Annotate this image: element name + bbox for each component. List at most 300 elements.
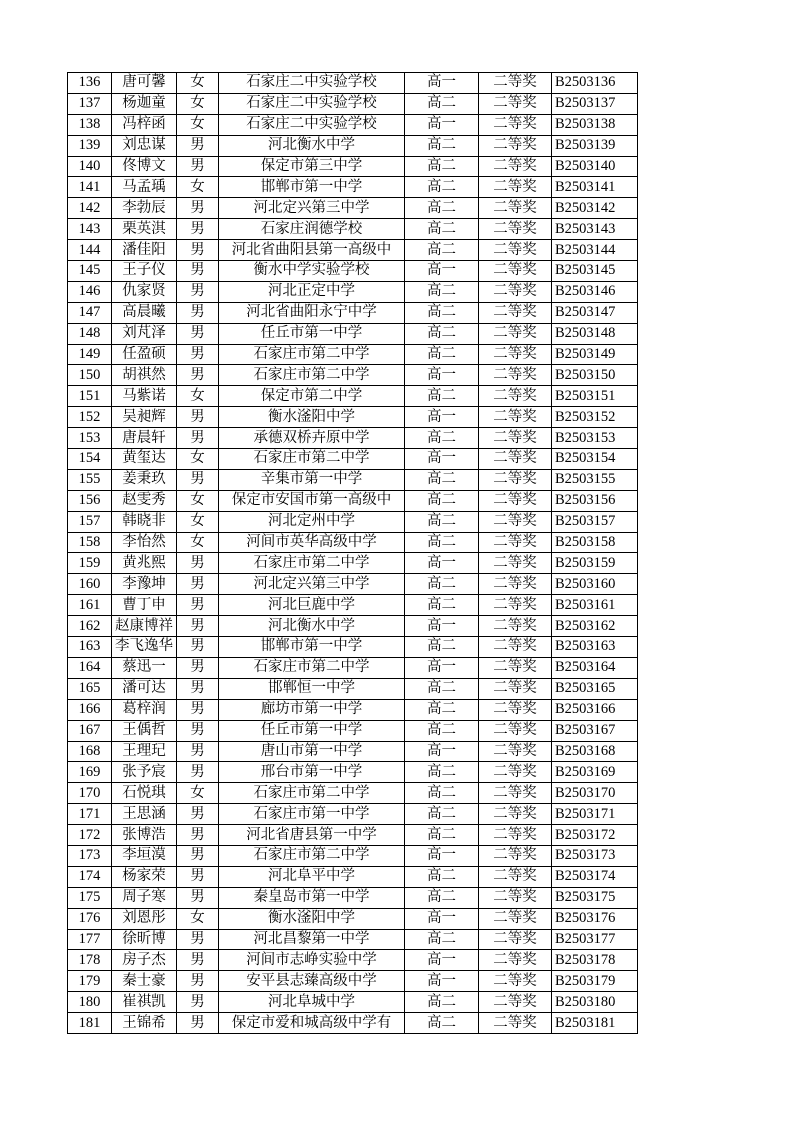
student-name-cell: 徐昕博 xyxy=(112,929,177,950)
table-row xyxy=(68,156,638,177)
table-row xyxy=(68,553,638,574)
table-row xyxy=(68,323,638,344)
certificate-code-cell: B2503179 xyxy=(552,971,638,992)
student-name-cell: 李飞逸华 xyxy=(112,637,177,658)
gender-cell: 男 xyxy=(177,281,219,302)
award-level-cell: 二等奖 xyxy=(479,156,552,177)
gender-cell: 男 xyxy=(177,261,219,282)
certificate-code-cell: B2503138 xyxy=(552,114,638,135)
award-level-cell: 二等奖 xyxy=(479,449,552,470)
table-row xyxy=(68,469,638,490)
student-name-cell: 李勃辰 xyxy=(112,198,177,219)
award-level-cell: 二等奖 xyxy=(479,177,552,198)
table-row xyxy=(68,344,638,365)
award-level-cell: 二等奖 xyxy=(479,845,552,866)
award-level-cell: 二等奖 xyxy=(479,73,552,94)
student-name-cell: 冯梓函 xyxy=(112,114,177,135)
certificate-code-cell: B2503165 xyxy=(552,678,638,699)
row-number-cell: 147 xyxy=(68,302,112,323)
row-number-cell: 143 xyxy=(68,219,112,240)
row-number-cell: 169 xyxy=(68,762,112,783)
award-level-cell: 二等奖 xyxy=(479,386,552,407)
gender-cell: 男 xyxy=(177,553,219,574)
certificate-code-cell: B2503155 xyxy=(552,469,638,490)
student-name-cell: 马孟瑀 xyxy=(112,177,177,198)
certificate-code-cell: B2503141 xyxy=(552,177,638,198)
grade-cell: 高一 xyxy=(405,971,479,992)
award-level-cell: 二等奖 xyxy=(479,135,552,156)
school-cell: 邯郸市第一中学 xyxy=(219,177,405,198)
gender-cell: 男 xyxy=(177,678,219,699)
grade-cell: 高一 xyxy=(405,845,479,866)
school-cell: 保定市第二中学 xyxy=(219,386,405,407)
row-number-cell: 167 xyxy=(68,720,112,741)
grade-cell: 高一 xyxy=(405,657,479,678)
student-name-cell: 李垣漠 xyxy=(112,845,177,866)
grade-cell: 高二 xyxy=(405,678,479,699)
row-number-cell: 180 xyxy=(68,992,112,1013)
student-name-cell: 潘佳阳 xyxy=(112,240,177,261)
certificate-code-cell: B2503170 xyxy=(552,783,638,804)
award-level-cell: 二等奖 xyxy=(479,741,552,762)
gender-cell: 男 xyxy=(177,825,219,846)
grade-cell: 高二 xyxy=(405,699,479,720)
gender-cell: 女 xyxy=(177,114,219,135)
table-row xyxy=(68,386,638,407)
grade-cell: 高一 xyxy=(405,449,479,470)
grade-cell: 高二 xyxy=(405,198,479,219)
student-name-cell: 任盈硕 xyxy=(112,344,177,365)
award-level-cell: 二等奖 xyxy=(479,240,552,261)
table-row xyxy=(68,971,638,992)
grade-cell: 高二 xyxy=(405,992,479,1013)
award-level-cell: 二等奖 xyxy=(479,804,552,825)
school-cell: 河北省曲阳县第一高级中 xyxy=(219,240,405,261)
grade-cell: 高二 xyxy=(405,720,479,741)
gender-cell: 男 xyxy=(177,198,219,219)
grade-cell: 高二 xyxy=(405,219,479,240)
student-name-cell: 胡祺然 xyxy=(112,365,177,386)
student-name-cell: 李怡然 xyxy=(112,532,177,553)
certificate-code-cell: B2503160 xyxy=(552,574,638,595)
school-cell: 辛集市第一中学 xyxy=(219,469,405,490)
student-name-cell: 刘忠谋 xyxy=(112,135,177,156)
grade-cell: 高二 xyxy=(405,281,479,302)
certificate-code-cell: B2503167 xyxy=(552,720,638,741)
student-name-cell: 仇家贤 xyxy=(112,281,177,302)
grade-cell: 高二 xyxy=(405,595,479,616)
award-level-cell: 二等奖 xyxy=(479,114,552,135)
certificate-code-cell: B2503149 xyxy=(552,344,638,365)
row-number-cell: 171 xyxy=(68,804,112,825)
school-cell: 河间市志峥实验中学 xyxy=(219,950,405,971)
award-level-cell: 二等奖 xyxy=(479,281,552,302)
award-level-cell: 二等奖 xyxy=(479,219,552,240)
certificate-code-cell: B2503142 xyxy=(552,198,638,219)
certificate-code-cell: B2503174 xyxy=(552,866,638,887)
student-name-cell: 石悦琪 xyxy=(112,783,177,804)
grade-cell: 高一 xyxy=(405,114,479,135)
certificate-code-cell: B2503153 xyxy=(552,428,638,449)
grade-cell: 高二 xyxy=(405,93,479,114)
gender-cell: 男 xyxy=(177,699,219,720)
certificate-code-cell: B2503166 xyxy=(552,699,638,720)
grade-cell: 高一 xyxy=(405,908,479,929)
student-name-cell: 王偊哲 xyxy=(112,720,177,741)
award-level-cell: 二等奖 xyxy=(479,678,552,699)
table-row xyxy=(68,449,638,470)
grade-cell: 高二 xyxy=(405,1013,479,1034)
gender-cell: 女 xyxy=(177,532,219,553)
table-row xyxy=(68,240,638,261)
certificate-code-cell: B2503180 xyxy=(552,992,638,1013)
grade-cell: 高一 xyxy=(405,616,479,637)
row-number-cell: 175 xyxy=(68,887,112,908)
table-row xyxy=(68,699,638,720)
gender-cell: 女 xyxy=(177,908,219,929)
table-row xyxy=(68,908,638,929)
table-row xyxy=(68,302,638,323)
student-name-cell: 高晨曦 xyxy=(112,302,177,323)
certificate-code-cell: B2503147 xyxy=(552,302,638,323)
student-name-cell: 杨家荣 xyxy=(112,866,177,887)
student-name-cell: 李豫坤 xyxy=(112,574,177,595)
row-number-cell: 173 xyxy=(68,845,112,866)
certificate-code-cell: B2503178 xyxy=(552,950,638,971)
row-number-cell: 153 xyxy=(68,428,112,449)
certificate-code-cell: B2503152 xyxy=(552,407,638,428)
school-cell: 石家庄市第二中学 xyxy=(219,449,405,470)
gender-cell: 男 xyxy=(177,595,219,616)
school-cell: 石家庄润德学校 xyxy=(219,219,405,240)
table-row xyxy=(68,929,638,950)
row-number-cell: 154 xyxy=(68,449,112,470)
row-number-cell: 161 xyxy=(68,595,112,616)
school-cell: 石家庄市第一中学 xyxy=(219,804,405,825)
table-body xyxy=(68,73,638,1034)
school-cell: 石家庄市第二中学 xyxy=(219,783,405,804)
student-name-cell: 张予宸 xyxy=(112,762,177,783)
row-number-cell: 139 xyxy=(68,135,112,156)
row-number-cell: 142 xyxy=(68,198,112,219)
school-cell: 秦皇岛市第一中学 xyxy=(219,887,405,908)
table-row xyxy=(68,804,638,825)
gender-cell: 男 xyxy=(177,929,219,950)
table-row xyxy=(68,219,638,240)
student-name-cell: 房子杰 xyxy=(112,950,177,971)
certificate-code-cell: B2503136 xyxy=(552,73,638,94)
school-cell: 河北巨鹿中学 xyxy=(219,595,405,616)
certificate-code-cell: B2503156 xyxy=(552,490,638,511)
row-number-cell: 168 xyxy=(68,741,112,762)
school-cell: 衡水中学实验学校 xyxy=(219,261,405,282)
table-row xyxy=(68,616,638,637)
award-level-cell: 二等奖 xyxy=(479,699,552,720)
row-number-cell: 164 xyxy=(68,657,112,678)
gender-cell: 男 xyxy=(177,741,219,762)
award-level-cell: 二等奖 xyxy=(479,595,552,616)
certificate-code-cell: B2503162 xyxy=(552,616,638,637)
student-name-cell: 曹丁申 xyxy=(112,595,177,616)
gender-cell: 男 xyxy=(177,992,219,1013)
award-level-cell: 二等奖 xyxy=(479,908,552,929)
student-name-cell: 张博浩 xyxy=(112,825,177,846)
table-row xyxy=(68,511,638,532)
student-name-cell: 赵雯秀 xyxy=(112,490,177,511)
certificate-code-cell: B2503151 xyxy=(552,386,638,407)
school-cell: 河北衡水中学 xyxy=(219,616,405,637)
school-cell: 任丘市第一中学 xyxy=(219,720,405,741)
grade-cell: 高二 xyxy=(405,490,479,511)
table-row xyxy=(68,762,638,783)
grade-cell: 高二 xyxy=(405,762,479,783)
award-level-cell: 二等奖 xyxy=(479,720,552,741)
row-number-cell: 149 xyxy=(68,344,112,365)
school-cell: 保定市爱和城高级中学有 xyxy=(219,1013,405,1034)
school-cell: 石家庄二中实验学校 xyxy=(219,93,405,114)
certificate-code-cell: B2503159 xyxy=(552,553,638,574)
gender-cell: 男 xyxy=(177,219,219,240)
gender-cell: 男 xyxy=(177,574,219,595)
gender-cell: 女 xyxy=(177,177,219,198)
table-row xyxy=(68,678,638,699)
gender-cell: 男 xyxy=(177,616,219,637)
certificate-code-cell: B2503140 xyxy=(552,156,638,177)
gender-cell: 男 xyxy=(177,428,219,449)
gender-cell: 男 xyxy=(177,762,219,783)
row-number-cell: 156 xyxy=(68,490,112,511)
award-level-cell: 二等奖 xyxy=(479,574,552,595)
certificate-code-cell: B2503173 xyxy=(552,845,638,866)
school-cell: 邯郸恒一中学 xyxy=(219,678,405,699)
grade-cell: 高二 xyxy=(405,302,479,323)
gender-cell: 男 xyxy=(177,323,219,344)
certificate-code-cell: B2503181 xyxy=(552,1013,638,1034)
table-row xyxy=(68,741,638,762)
table-row xyxy=(68,845,638,866)
award-level-cell: 二等奖 xyxy=(479,344,552,365)
row-number-cell: 165 xyxy=(68,678,112,699)
school-cell: 保定市第三中学 xyxy=(219,156,405,177)
student-name-cell: 刘芃泽 xyxy=(112,323,177,344)
student-name-cell: 唐晨轩 xyxy=(112,428,177,449)
school-cell: 唐山市第一中学 xyxy=(219,741,405,762)
certificate-code-cell: B2503161 xyxy=(552,595,638,616)
school-cell: 河北衡水中学 xyxy=(219,135,405,156)
gender-cell: 男 xyxy=(177,240,219,261)
row-number-cell: 144 xyxy=(68,240,112,261)
grade-cell: 高二 xyxy=(405,511,479,532)
certificate-code-cell: B2503154 xyxy=(552,449,638,470)
school-cell: 河间市英华高级中学 xyxy=(219,532,405,553)
school-cell: 衡水滏阳中学 xyxy=(219,407,405,428)
table-row xyxy=(68,135,638,156)
student-name-cell: 葛梓润 xyxy=(112,699,177,720)
gender-cell: 男 xyxy=(177,950,219,971)
student-name-cell: 黄玺达 xyxy=(112,449,177,470)
grade-cell: 高二 xyxy=(405,783,479,804)
student-name-cell: 杨迦童 xyxy=(112,93,177,114)
student-name-cell: 王子仪 xyxy=(112,261,177,282)
grade-cell: 高一 xyxy=(405,73,479,94)
gender-cell: 男 xyxy=(177,344,219,365)
table-row xyxy=(68,532,638,553)
certificate-code-cell: B2503169 xyxy=(552,762,638,783)
table-row xyxy=(68,93,638,114)
school-cell: 承德双桥卉原中学 xyxy=(219,428,405,449)
gender-cell: 男 xyxy=(177,845,219,866)
row-number-cell: 179 xyxy=(68,971,112,992)
school-cell: 河北定兴第三中学 xyxy=(219,198,405,219)
certificate-code-cell: B2503144 xyxy=(552,240,638,261)
certificate-code-cell: B2503143 xyxy=(552,219,638,240)
gender-cell: 男 xyxy=(177,407,219,428)
gender-cell: 男 xyxy=(177,365,219,386)
table-row xyxy=(68,114,638,135)
grade-cell: 高二 xyxy=(405,240,479,261)
certificate-code-cell: B2503175 xyxy=(552,887,638,908)
award-level-cell: 二等奖 xyxy=(479,929,552,950)
gender-cell: 女 xyxy=(177,783,219,804)
award-level-cell: 二等奖 xyxy=(479,511,552,532)
award-level-cell: 二等奖 xyxy=(479,428,552,449)
award-level-cell: 二等奖 xyxy=(479,783,552,804)
grade-cell: 高二 xyxy=(405,929,479,950)
certificate-code-cell: B2503163 xyxy=(552,637,638,658)
school-cell: 河北省曲阳永宁中学 xyxy=(219,302,405,323)
student-name-cell: 马紫诺 xyxy=(112,386,177,407)
row-number-cell: 146 xyxy=(68,281,112,302)
certificate-code-cell: B2503148 xyxy=(552,323,638,344)
award-level-cell: 二等奖 xyxy=(479,532,552,553)
gender-cell: 男 xyxy=(177,866,219,887)
gender-cell: 男 xyxy=(177,135,219,156)
school-cell: 邢台市第一中学 xyxy=(219,762,405,783)
gender-cell: 男 xyxy=(177,971,219,992)
award-level-cell: 二等奖 xyxy=(479,887,552,908)
student-name-cell: 黄兆熙 xyxy=(112,553,177,574)
row-number-cell: 163 xyxy=(68,637,112,658)
grade-cell: 高二 xyxy=(405,177,479,198)
grade-cell: 高一 xyxy=(405,407,479,428)
gender-cell: 女 xyxy=(177,449,219,470)
award-level-cell: 二等奖 xyxy=(479,762,552,783)
table-row xyxy=(68,783,638,804)
row-number-cell: 152 xyxy=(68,407,112,428)
row-number-cell: 157 xyxy=(68,511,112,532)
row-number-cell: 178 xyxy=(68,950,112,971)
student-name-cell: 王理玘 xyxy=(112,741,177,762)
award-level-cell: 二等奖 xyxy=(479,657,552,678)
award-level-cell: 二等奖 xyxy=(479,616,552,637)
table-row xyxy=(68,281,638,302)
award-level-cell: 二等奖 xyxy=(479,323,552,344)
student-name-cell: 蔡迅一 xyxy=(112,657,177,678)
table-row xyxy=(68,177,638,198)
student-name-cell: 潘可达 xyxy=(112,678,177,699)
school-cell: 河北阜平中学 xyxy=(219,866,405,887)
certificate-code-cell: B2503176 xyxy=(552,908,638,929)
school-cell: 石家庄二中实验学校 xyxy=(219,114,405,135)
grade-cell: 高一 xyxy=(405,365,479,386)
student-name-cell: 赵康博祥 xyxy=(112,616,177,637)
grade-cell: 高一 xyxy=(405,950,479,971)
school-cell: 河北阜城中学 xyxy=(219,992,405,1013)
award-level-cell: 二等奖 xyxy=(479,950,552,971)
gender-cell: 男 xyxy=(177,657,219,678)
grade-cell: 高二 xyxy=(405,866,479,887)
student-name-cell: 佟博文 xyxy=(112,156,177,177)
grade-cell: 高二 xyxy=(405,532,479,553)
row-number-cell: 148 xyxy=(68,323,112,344)
table-row xyxy=(68,866,638,887)
gender-cell: 男 xyxy=(177,469,219,490)
gender-cell: 男 xyxy=(177,804,219,825)
gender-cell: 女 xyxy=(177,511,219,532)
row-number-cell: 138 xyxy=(68,114,112,135)
row-number-cell: 162 xyxy=(68,616,112,637)
table-row xyxy=(68,1013,638,1034)
award-level-cell: 二等奖 xyxy=(479,825,552,846)
award-level-cell: 二等奖 xyxy=(479,637,552,658)
grade-cell: 高二 xyxy=(405,344,479,365)
grade-cell: 高一 xyxy=(405,553,479,574)
student-name-cell: 栗英淇 xyxy=(112,219,177,240)
award-level-cell: 二等奖 xyxy=(479,971,552,992)
grade-cell: 高二 xyxy=(405,428,479,449)
table-row xyxy=(68,595,638,616)
table-row xyxy=(68,428,638,449)
award-level-cell: 二等奖 xyxy=(479,198,552,219)
award-level-cell: 二等奖 xyxy=(479,553,552,574)
school-cell: 石家庄市第二中学 xyxy=(219,553,405,574)
grade-cell: 高二 xyxy=(405,804,479,825)
school-cell: 邯郸市第一中学 xyxy=(219,637,405,658)
grade-cell: 高二 xyxy=(405,825,479,846)
row-number-cell: 137 xyxy=(68,93,112,114)
student-name-cell: 周子寒 xyxy=(112,887,177,908)
grade-cell: 高二 xyxy=(405,156,479,177)
table-row xyxy=(68,198,638,219)
school-cell: 河北昌黎第一中学 xyxy=(219,929,405,950)
school-cell: 石家庄市第二中学 xyxy=(219,365,405,386)
row-number-cell: 145 xyxy=(68,261,112,282)
student-name-cell: 姜秉玖 xyxy=(112,469,177,490)
award-level-cell: 二等奖 xyxy=(479,866,552,887)
school-cell: 任丘市第一中学 xyxy=(219,323,405,344)
table-row xyxy=(68,490,638,511)
certificate-code-cell: B2503168 xyxy=(552,741,638,762)
gender-cell: 男 xyxy=(177,637,219,658)
grade-cell: 高一 xyxy=(405,261,479,282)
certificate-code-cell: B2503146 xyxy=(552,281,638,302)
student-name-cell: 唐可馨 xyxy=(112,73,177,94)
row-number-cell: 136 xyxy=(68,73,112,94)
school-cell: 石家庄二中实验学校 xyxy=(219,73,405,94)
student-name-cell: 吴昶辉 xyxy=(112,407,177,428)
school-cell: 石家庄市第二中学 xyxy=(219,344,405,365)
table-row xyxy=(68,825,638,846)
school-cell: 河北定兴第三中学 xyxy=(219,574,405,595)
grade-cell: 高一 xyxy=(405,741,479,762)
grade-cell: 高二 xyxy=(405,469,479,490)
table-row xyxy=(68,407,638,428)
award-level-cell: 二等奖 xyxy=(479,407,552,428)
table-row xyxy=(68,637,638,658)
grade-cell: 高二 xyxy=(405,135,479,156)
table-row xyxy=(68,720,638,741)
gender-cell: 男 xyxy=(177,887,219,908)
